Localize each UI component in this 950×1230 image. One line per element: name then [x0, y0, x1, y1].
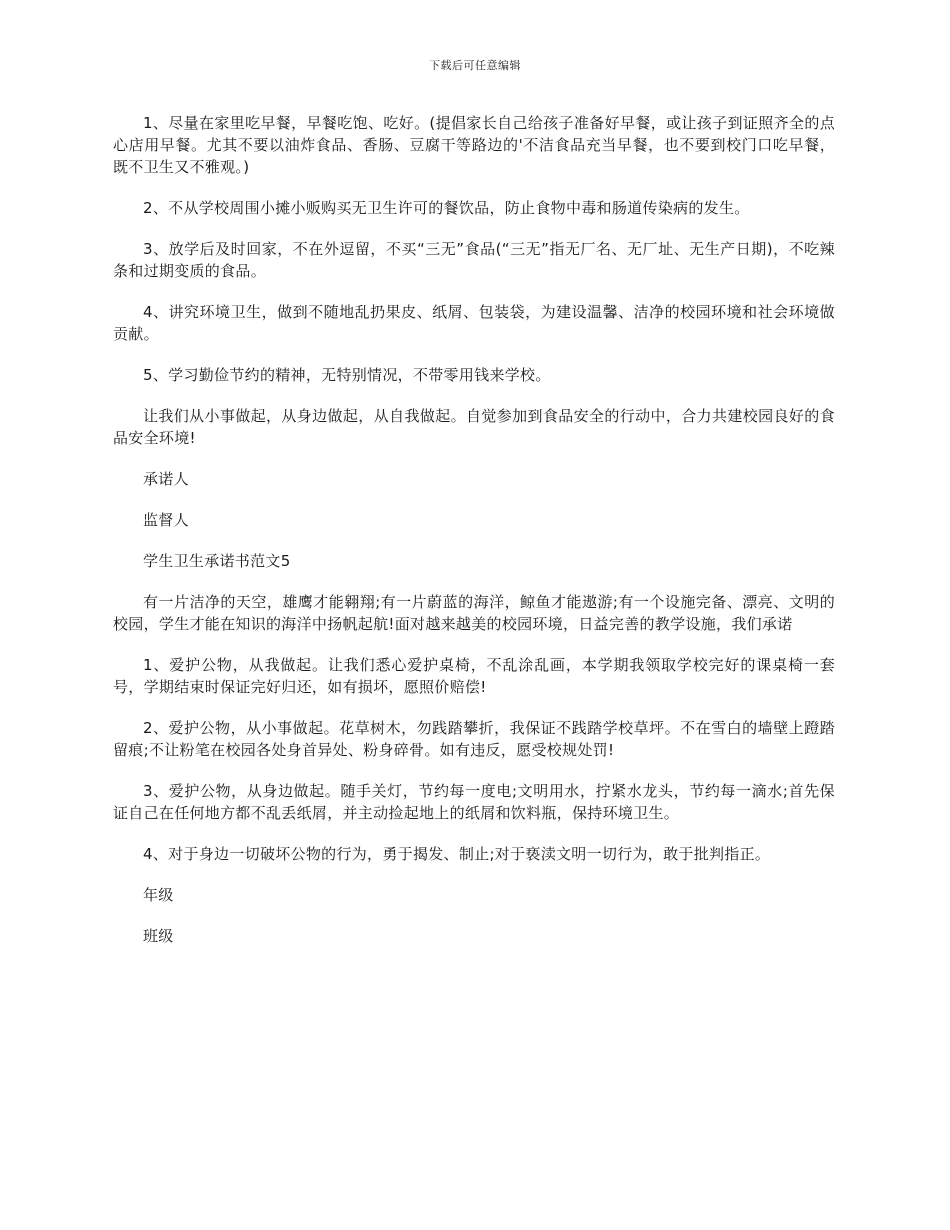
pledge-item-3: 3、爱护公物，从身边做起。随手关灯，节约每一度电;文明用水，拧紧水龙头，节约每一滴水;首先保证自己在任何地方都不乱丢纸屑，并主动捡起地上的纸屑和饮料瓶，保持环境卫生。 [113, 782, 835, 822]
food-safety-item-1: 1、尽量在家里吃早餐，早餐吃饱、吃好。(提倡家长自己给孩子准备好早餐，或让孩子到证照齐全的点心店用早餐。尤其不要以油炸食品、香肠、豆腐干等路边的'不洁食品充当早餐，也不要到校门口吃早餐，既不卫生又不雅观。) [113, 114, 835, 176]
food-safety-item-2: 2、不从学校周围小摊小贩购买无卫生许可的餐饮品，防止食物中毒和肠道传染病的发生。 [143, 199, 750, 217]
pledge-item-1: 1、爱护公物，从我做起。让我们悉心爱护桌椅，不乱涂乱画，本学期我领取学校完好的课桌椅一套 号，学期结束时保证完好归还，如有损坏，愿照价赔偿! [113, 656, 835, 696]
food-safety-item-5: 5、学习勤俭节约的精神，无特别情况，不带零用钱来学校。 [143, 366, 551, 384]
section-intro: 有一片洁净的天空，雄鹰才能翱翔;有一片蔚蓝的海洋，鲸鱼才能遨游;有一个设施完备、漂亮、文明的校园，学生才能在知识的海洋中扬帆起航!面对越来越美的校园环境，日益完善的教学设施，我们承诺 [113, 593, 835, 633]
document-body [113, 112, 835, 966]
promisor-label: 承诺人 [143, 470, 189, 488]
food-safety-item-4: 4、讲究环境卫生，做到不随地乱扔果皮、纸屑、包装袋，为建设温馨、洁净的校园环境和社会环境做贡献。 [113, 303, 835, 343]
food-safety-item-3: 3、放学后及时回家，不在外逗留，不买“三无”食品(“三无”指无厂名、无厂址、无生产日期)，不吃辣条和过期变质的食品。 [113, 240, 835, 280]
header-note: 下载后可任意编辑 [429, 59, 521, 72]
pledge-item-4: 4、对于身边一切破坏公物的行为，勇于揭发、制止;对于亵渎文明一切行为，敢于批判指正。 [143, 845, 771, 863]
supervisor-label: 监督人 [143, 511, 189, 529]
grade-label: 年级 [143, 886, 174, 904]
pledge-item-2: 2、爱护公物，从小事做起。花草树木，勿践踏攀折，我保证不践踏学校草坪。不在雪白的墙壁上蹬踏留痕;不让粉笔在校园各处身首异处、粉身碎骨。如有违反，愿受校规处罚! [113, 719, 835, 759]
section-title: 学生卫生承诺书范文5 [143, 552, 291, 570]
class-label: 班级 [143, 927, 174, 945]
food-safety-closing: 让我们从小事做起，从身边做起，从自我做起。自觉参加到食品安全的行动中，合力共建校园良好的食品安全环境! [113, 407, 835, 447]
